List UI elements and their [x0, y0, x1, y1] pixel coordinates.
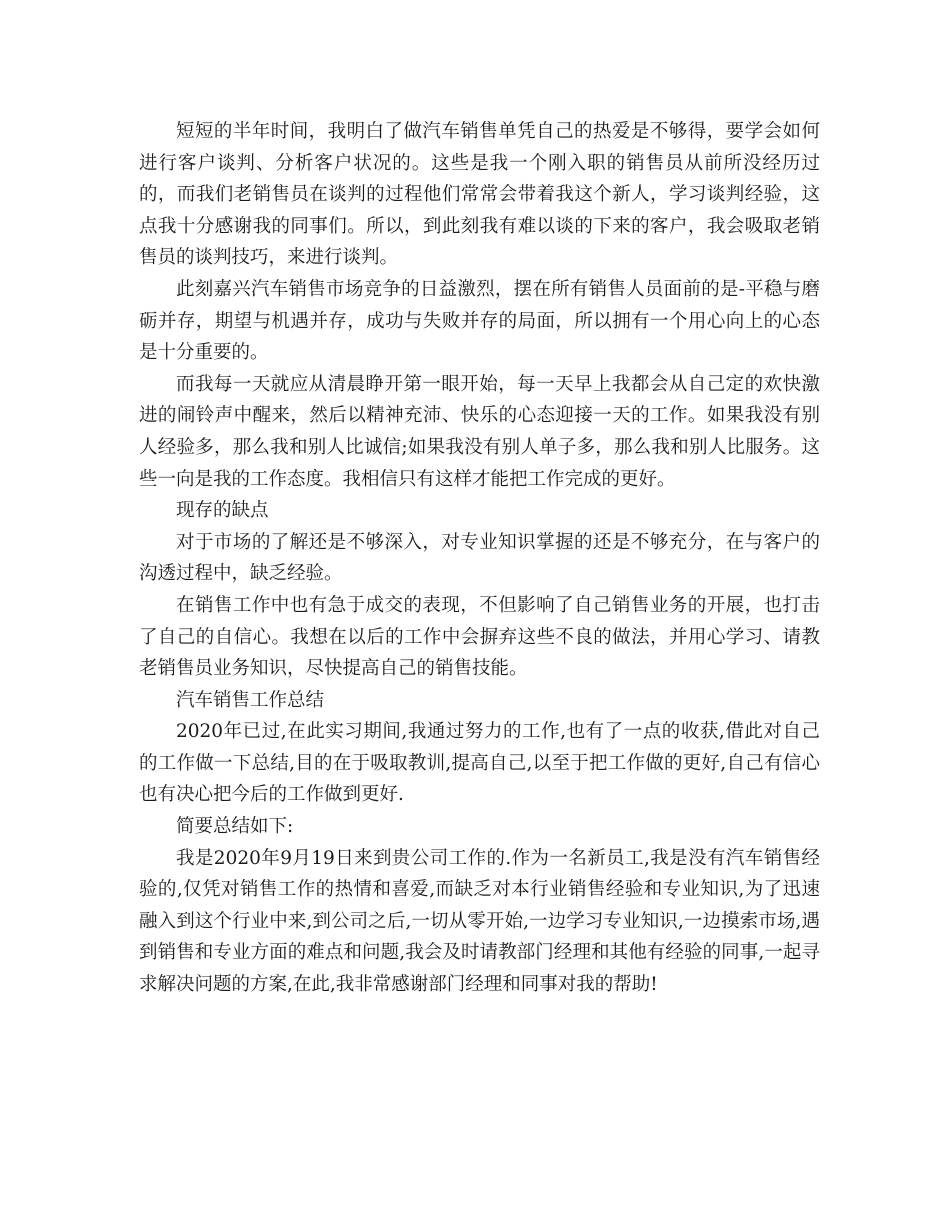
document-body [139, 116, 820, 1001]
paragraph-5: 对于市场的了解还是不够深入，对专业知识掌握的还是不够充分，在与客户的沟透过程中，缺乏经验。 [139, 531, 820, 585]
paragraph-8: 2020年已过,在此实习期间,我通过努力的工作,也有了一点的收获,借此对自己的工作做一下总结,目的在于吸取教训,提高自己,以至于把工作做的更好,自己有信心也有决心把今后的工作做到更好. [139, 721, 820, 806]
paragraph-1: 短短的半年时间，我明白了做汽车销售单凭自己的热爱是不够得，要学会如何进行客户谈判、分析客户状况的。这些是我一个刚入职的销售员从前所没经历过的，而我们老销售员在谈判的过程他们常常会带着我这个新人，学习谈判经验，这点我十分感谢我的同事们。所以，到此刻我有难以谈的下来的客户，我会吸取老销售员的谈判技巧，来进行谈判。 [139, 121, 820, 269]
paragraph-3: 而我每一天就应从清晨睁开第一眼开始，每一天早上我都会从自己定的欢快激进的闹铃声中醒来，然后以精神充沛、快乐的心态迎接一天的工作。如果我没有别人经验多，那么我和别人比诚信;如果我没有别人单子多，那么我和别人比服务。这些一向是我的工作态度。我相信只有这样才能把工作完成的更好。 [139, 373, 820, 490]
paragraph-10: 我是2020年9月19日来到贵公司工作的.作为一名新员工,我是没有汽车销售经验的,仅凭对销售工作的热情和喜爱,而缺乏对本行业销售经验和专业知识,为了迅速融入到这个行业中来,到公司之后,一切从零开始,一边学习专业知识,一边摸索市场,遇到销售和专业方面的难点和问题,我会及时请教部门经理和其他有经验的同事,一起寻求解决问题的方案,在此,我非常感谢部门经理和同事对我的帮助! [139, 847, 820, 996]
paragraph-9: 简要总结如下: [176, 816, 294, 838]
paragraph-2: 此刻嘉兴汽车销售市场竞争的日益激烈，摆在所有销售人员面前的是-平稳与磨砺并存，期望与机遇并存，成功与失败并存的局面，所以拥有一个用心向上的心态是十分重要的。 [139, 278, 820, 364]
section-heading-summary: 汽车销售工作总结 [176, 689, 325, 711]
paragraph-6: 在销售工作中也有急于成交的表现，不但影响了自己销售业务的开展，也打击了自己的自信心。我想在以后的工作中会摒弃这些不良的做法，并用心学习、请教老销售员业务知识，尽快提高自己的销售技能。 [139, 594, 820, 680]
section-heading-shortcomings: 现存的缺点 [176, 500, 269, 522]
